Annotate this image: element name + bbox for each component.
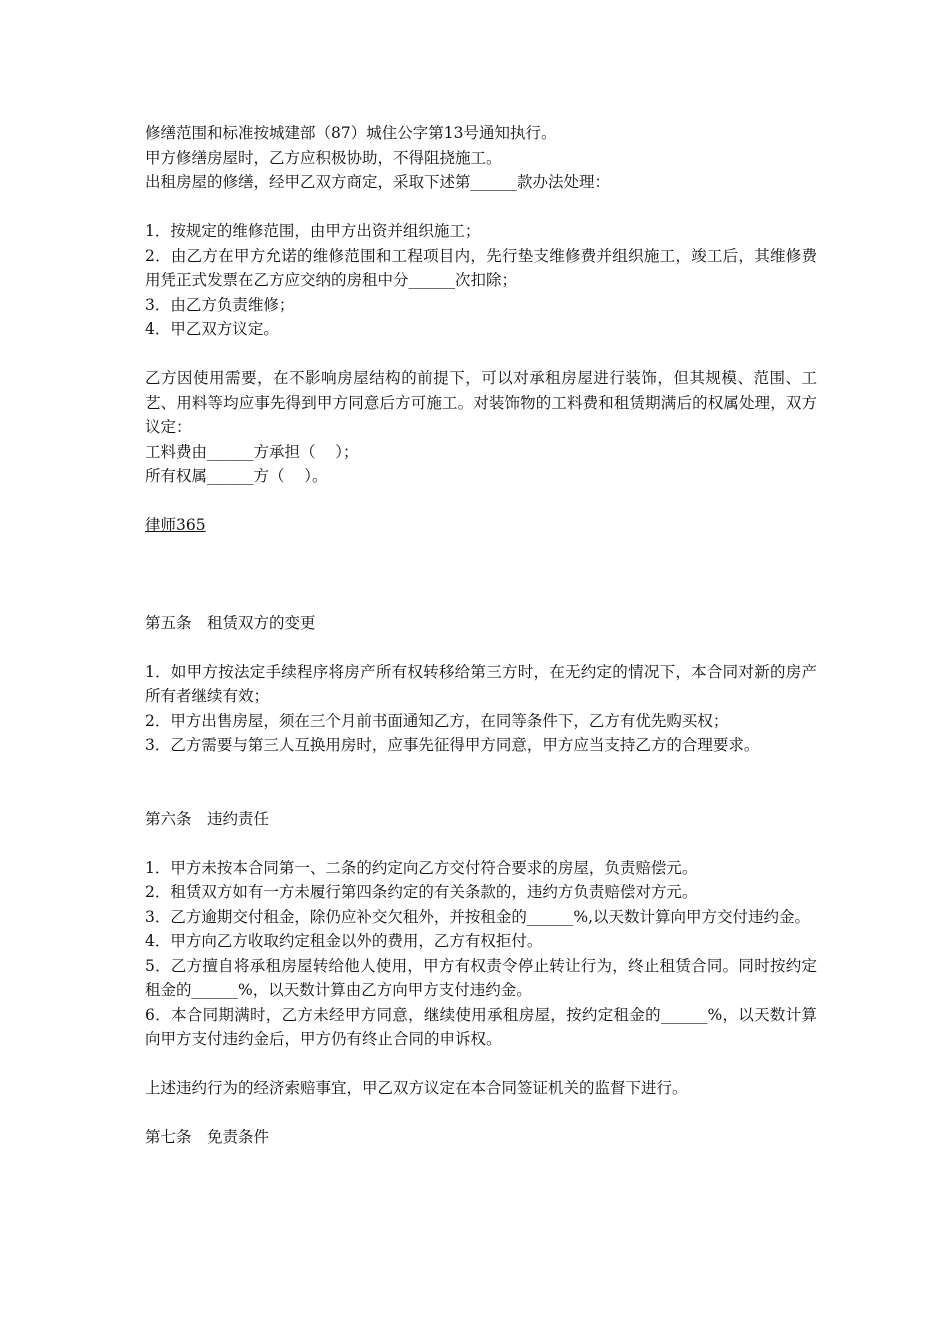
article6-item: 4．甲方向乙方收取约定租金以外的费用，乙方有权拒付。: [145, 932, 543, 950]
article6-item: 5．乙方擅自将承租房屋转给他人使用，甲方有权责令停止转让行为，终止租赁合同。同时按约定租金的______%，以天数计算由乙方向甲方支付违约金。: [145, 956, 817, 999]
lawyer365-link[interactable]: 律师365: [145, 516, 206, 534]
article6-item: 1．甲方未按本合同第一、二条的约定向乙方交付符合要求的房屋，负责赔偿元。: [145, 858, 698, 877]
article6-item: 2．租赁双方如有一方未履行第四条约定的有关条款的，违约方负责赔偿对方元。: [145, 883, 698, 901]
article6-item: 3．乙方逾期交付租金，除仍应补交欠租外，并按租金的______%,以天数计算向甲方交付违约金。: [145, 907, 811, 926]
repair-cooperation-line: 甲方修缮房屋时，乙方应积极协助，不得阻挠施工。: [145, 148, 502, 167]
article6-closing: 上述违约行为的经济索赔事宜，甲乙双方议定在本合同签证机关的监督下进行。: [145, 1079, 688, 1097]
article5-title: 第五条 租赁双方的变更: [145, 613, 316, 632]
repair-option-item: 1．按规定的维修范围，由甲方出资并组织施工；: [145, 222, 481, 240]
repair-option-item: 3．由乙方负责维修；: [145, 295, 295, 314]
repair-option-item: 4．甲乙双方议定。: [145, 320, 279, 338]
repair-option-item: 2．由乙方在甲方允诺的维修范围和工程项目内，先行垫支维修费并组织施工，竣工后，其维修费用凭正式发票在乙方应交纳的房租中分______次扣除；: [145, 246, 817, 289]
repair-method-line: 出租房屋的修缮，经甲乙双方商定，采取下述第______款办法处理：: [145, 173, 611, 191]
document-page: [145, 121, 817, 1150]
article5-item: 3．乙方需要与第三人互换用房时，应事先征得甲方同意，甲方应当支持乙方的合理要求。: [145, 736, 760, 754]
decoration-ownership-line: 所有权属______方（ ）。: [145, 467, 328, 485]
repair-standard-line: 修缮范围和标准按城建部（87）城住公字第13号通知执行。: [145, 124, 557, 142]
article7-title: 第七条 免责条件: [145, 1128, 270, 1146]
decoration-cost-line: 工料费由______方承担（ ）；: [145, 442, 359, 461]
decoration-paragraph: 乙方因使用需要，在不影响房屋结构的前提下，可以对承租房屋进行装饰，但其规模、范围、工艺、用料等均应事先得到甲方同意后方可施工。对装饰物的工料费和租赁期满后的权属处理，双方议定：: [145, 369, 817, 436]
article5-item: 2．甲方出售房屋，须在三个月前书面通知乙方，在同等条件下，乙方有优先购买权；: [145, 711, 729, 730]
article6-title: 第六条 违约责任: [145, 809, 270, 828]
article5-item: 1．如甲方按法定手续程序将房产所有权转移给第三方时，在无约定的情况下，本合同对新的房产所有者继续有效；: [145, 662, 817, 705]
article6-item: 6．本合同期满时，乙方未经甲方同意，继续使用承租房屋，按约定租金的______%，以天数计算向甲方支付违约金后，甲方仍有终止合同的申诉权。: [145, 1005, 817, 1048]
